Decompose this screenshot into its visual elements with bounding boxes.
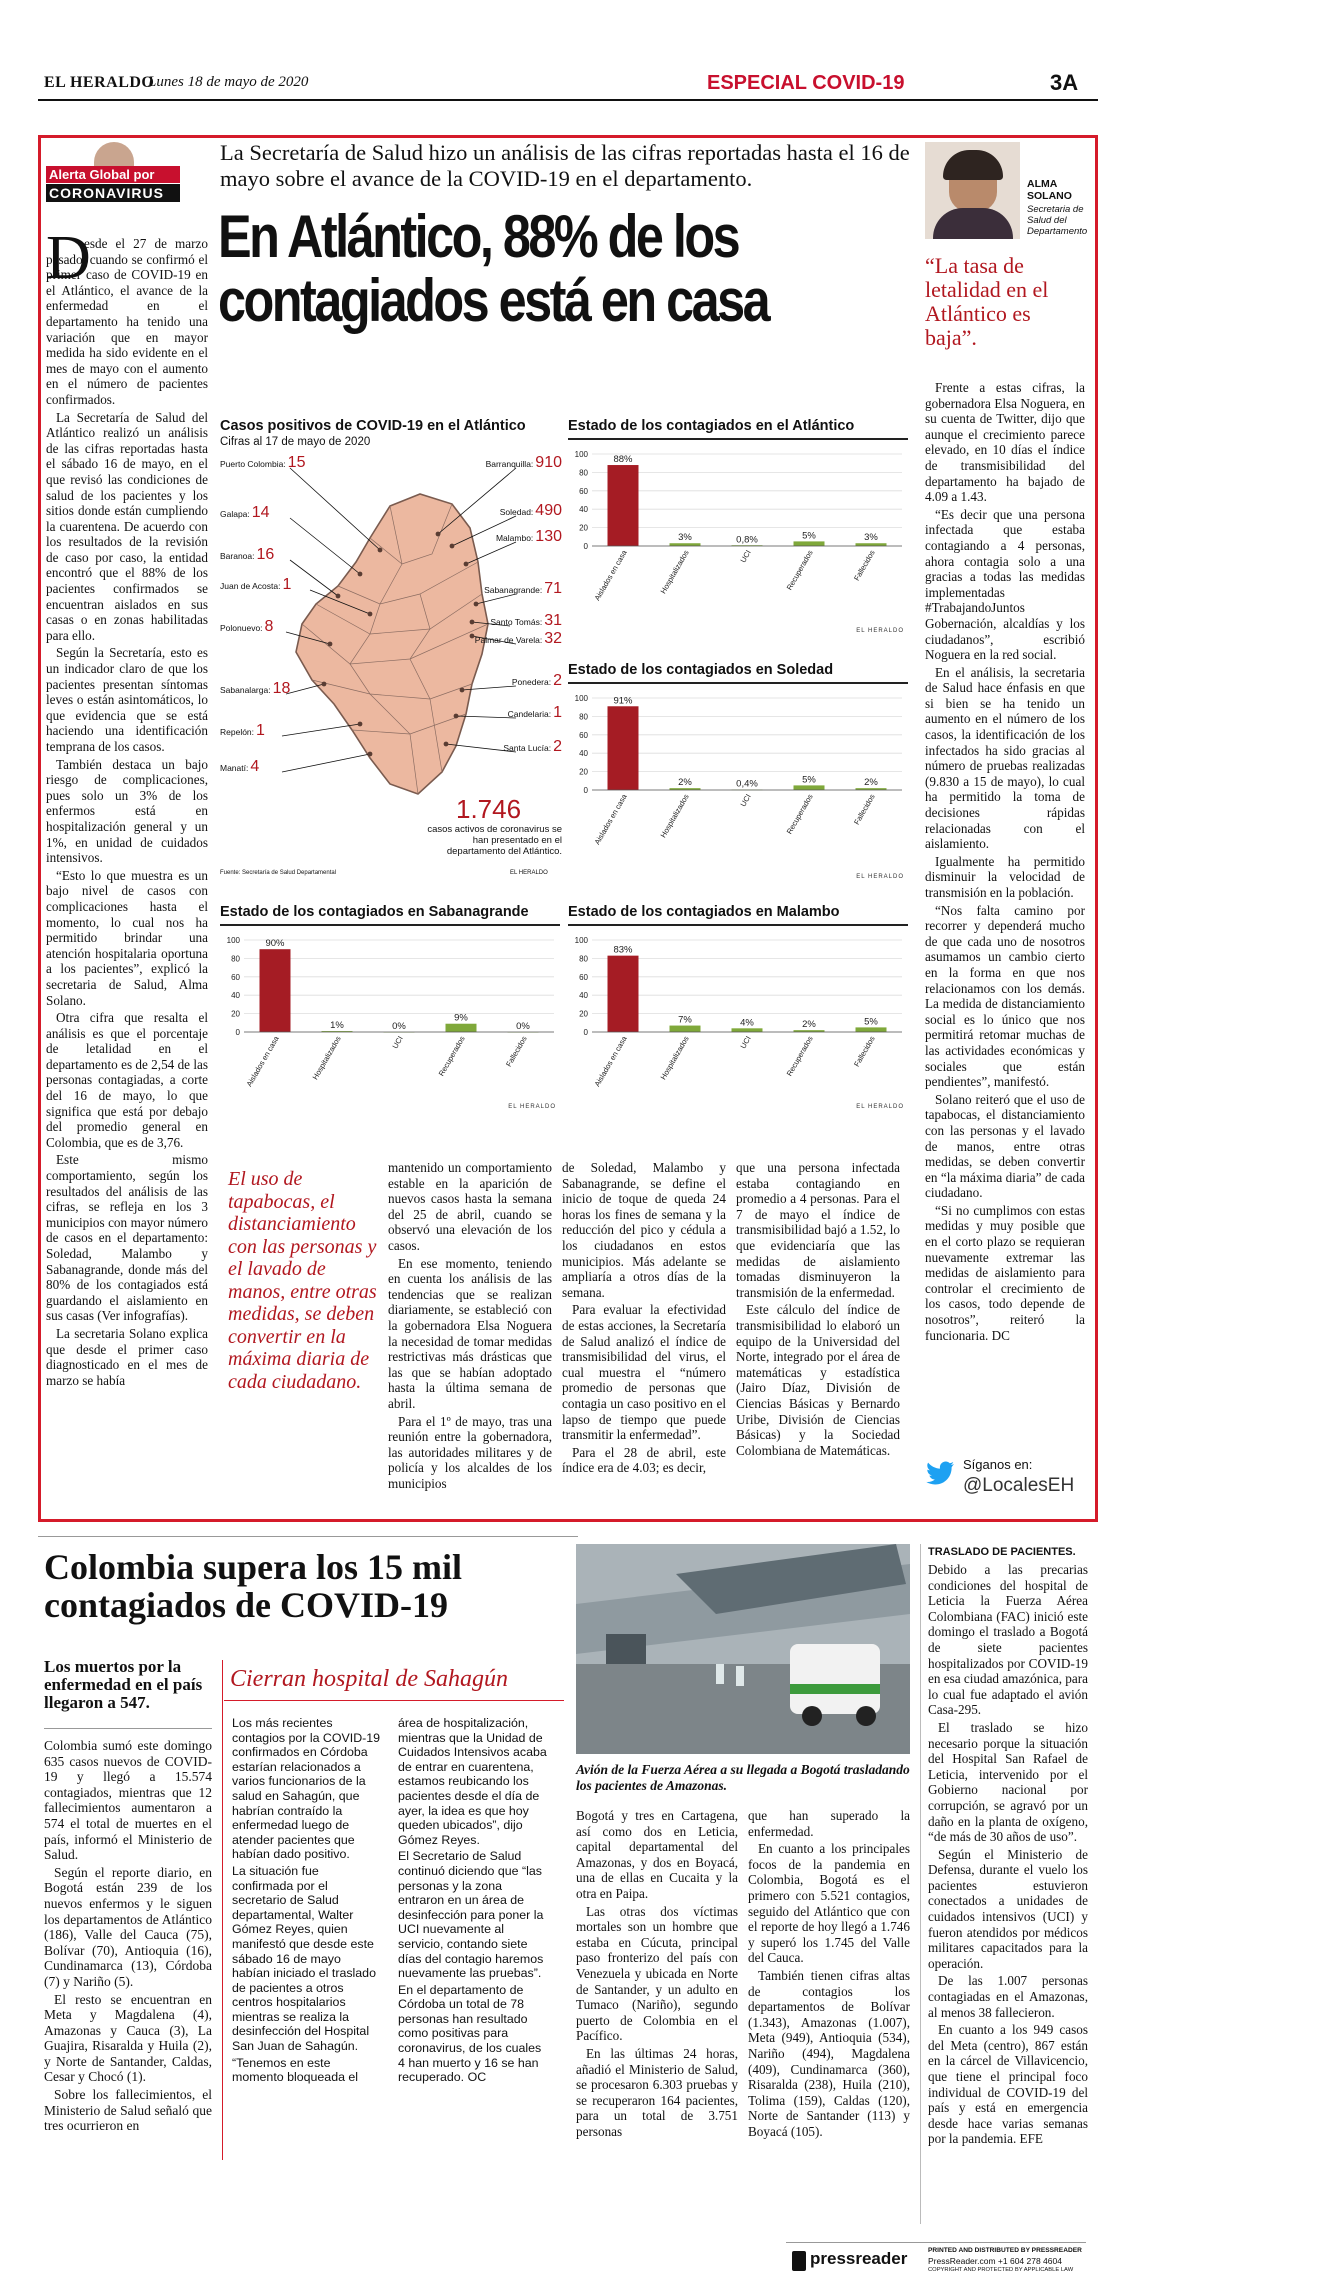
municipality-name: Santa Lucía: [503,743,552,753]
byline-photo [925,142,1020,239]
municipality-name: Malambo: [495,533,534,543]
municipality-cases: 4 [250,758,260,775]
paragraph: área de hospitalización, mientras que la Unidad de Cuidados Intensivos acaba de entrar en cuarentena, estamos reubicando los pacientes desde el día de ayer, la idea es que hoy queden ubicados”, dijo Gómez Reyes. [398,1716,547,1847]
paragraph: Sobre los fallecimientos, el Ministerio de Salud señaló que tres ocurrieron en [44,2087,212,2134]
chart-atlantico [568,418,908,638]
paragraph: Para el 1º de mayo, tras una reunión entre la gobernadora, las autoridades militares y de policía y los alcaldes de los municipios [388,1413,552,1491]
paragraph: En las últimas 24 horas, añadió el Ministerio de Salud, se procesaron 6.303 pruebas y se recuperaron 164 pacientes, para un total de 3.751 personas [576,2045,738,2139]
paragraph: También tienen cifras altas de contagios los departamentos de Bolívar (1.343), Amazonas (1.007), Meta (949), Antioquia (534), Nariño (494), Magdalena (409), Cundinamarca (360), Risaralda (238), Huila (210), Tolima (159), Caldas (120), Norte de Santander (113) y Boyacá (105). [748,1967,910,2139]
x-tick-label: Hospitalizados [658,792,691,840]
municipality-cases: 490 [535,502,562,519]
paragraph: de Soledad, Malambo y Sabanagrande, se define el inicio de toque de queda 24 horas los fines de semana y la reducción del pico y cédula a los ciudadanos en estos municipios. Más adelante se ampliaría a otros días de la semana. [562,1160,726,1300]
bar-value-label: 88% [613,454,633,466]
pressreader-brand: pressreader [810,2249,908,2268]
paragraph: Igualmente ha permitido disminuir la velocidad de transmisión en la población. [925,853,1085,900]
total-cases: 1.746 [456,794,522,824]
second-column-bogota [576,1808,738,2141]
x-tick-label: Recuperados [436,1034,467,1078]
paragraph: La secretaria Solano explica que desde el primer caso diagnosticado en el mes de marzo se había [46,1325,208,1388]
x-tick-label: UCI [738,548,753,565]
map-municipality-label [503,738,562,756]
total-caption: casos activos de coronavirus se han presentado en el departamento del Atlántico. [427,824,562,857]
chart-title-rule [568,924,908,926]
chart-soledad [568,662,908,884]
paragraph: De las 1.007 personas contagiadas en el Amazonas, al menos 38 fallecieron. [928,1973,1088,2020]
sahagun-column-2 [398,1716,548,2087]
masthead: EL HERALDO [44,74,155,91]
bar-value-label: 0% [516,1021,530,1032]
bar [260,949,291,1032]
main-column-5 [925,380,1085,1345]
bar-value-label: 5% [802,774,816,786]
paragraph: Las otras dos víctimas mortales son un hombre que estaba en Cúcuta, principal paso fronterizo del país con Venezuela y ubicada en Norte de Santander, y un adulto en Tumaco (Nariño), segundo puerto de Colombia en el Pacífico. [576,1903,738,2044]
y-tick-label: 80 [579,712,588,722]
main-column-4 [736,1160,900,1460]
twitter-icon [925,1461,955,1485]
x-tick-label: Recuperados [784,548,815,592]
x-tick-label: UCI [738,1034,753,1051]
second-column-1 [44,1738,212,2136]
map-municipality-label [500,502,562,520]
map-municipality-label [508,704,562,722]
chart-credit: EL HERALDO [856,874,904,880]
municipality-cases: 8 [264,618,274,635]
chart-plot [568,928,908,1114]
map-title: Casos positivos de COVID-19 en el Atlántico [220,418,526,434]
second-headline [44,1548,584,1624]
second-story-rule [38,1536,578,1537]
municipality-cases: 32 [544,630,562,647]
y-tick-label: 20 [579,523,588,533]
second-column-recuperados [748,1808,910,2141]
headline-line-1: En Atlántico, 88% de los [218,203,739,270]
paragraph: esde el 27 de marzo pasado, cuando se confirmó el primer caso de COVID-19 en el Atlántico, el avance de la enfermedad en el departamento ha tenido una variación que en mayor medida ha sido evidente en el mes de mayo con el aumento en el número de pacientes confirmados. [46,236,208,407]
chart-credit: EL HERALDO [856,1104,904,1110]
chart-title: Estado de los contagiados en el Atlántico [568,418,855,434]
bar-value-label: 4% [740,1017,754,1029]
x-tick-label: Aislados en casa [244,1034,281,1089]
social-label: Síganos en: [963,1457,1033,1472]
map-municipality-label [220,722,265,740]
y-tick-label: 40 [231,991,240,1001]
y-tick-label: 60 [579,972,588,982]
section-label: ESPECIAL COVID-19 [707,72,905,94]
map-source: Fuente: Secretaría de Salud Departamental [220,870,337,876]
y-tick-label: 40 [579,749,588,759]
x-tick-label: Fallecidos [852,792,877,827]
y-tick-label: 80 [579,954,588,964]
pullquote: El uso de tapabocas, el distanciamiento con las personas y el lavado de manos, entre otras medidas, se deben convertir en la máxima diaria de cada ciudadano. [228,1168,377,1393]
municipality-name: Candelaria: [507,709,552,719]
chart-title: Estado de los contagiados en Soledad [568,662,834,678]
bar-value-label: 5% [802,530,816,542]
x-tick-label: Aislados en casa [592,1034,629,1089]
municipality-cases: 18 [272,680,291,697]
bar-value-label: 2% [802,1019,816,1031]
x-tick-label: Recuperados [784,792,815,836]
paragraph: que una persona infectada estaba contagiando en promedio a 4 personas. Para el 7 de mayo el índice de transmisibilidad bajó a 1.52, lo que evidenciaría que las medidas de aislamiento tomadas disminuyeron la transmisión de la enfermedad. [736,1160,900,1300]
headline-line-2: contagiados está en casa [218,267,769,334]
paragraph: En el análisis, la secretaria de Salud hace énfasis en que si bien se ha tenido un aumento en el número de los casos, la identificación de los infectados ha sido gracias al número de pruebas realizadas (9.830 a 15 de mayo), lo cual ha permitido la toma de decisiones rápidas relacionadas con el aislamiento. [925,664,1085,852]
paragraph: Colombia sumó este domingo 635 casos nuevos de COVID-19 y llegó a 15.574 contagiados, mientras que 12 fallecimientos aumentaron a 574 el total de muertes en el país, informó el Ministerio de Salud. [44,1738,212,1863]
map-municipality-label [220,576,291,594]
bar-value-label: 2% [678,777,692,789]
municipality-name: Barranquilla: [485,459,534,469]
x-tick-label: UCI [390,1034,405,1051]
sahagun-title: Cierran hospital de Sahagún [230,1666,509,1692]
municipality-cases: 2 [553,738,562,755]
pressreader-line2: PressReader.com +1 604 278 4604 [928,2256,1062,2266]
page-number: 3A [1050,70,1079,95]
municipality-cases: 910 [535,454,562,471]
chart-credit: EL HERALDO [508,1104,556,1110]
main-column-1 [46,236,208,1390]
bar-value-label: 0% [392,1021,406,1032]
municipality-cases: 2 [553,672,562,689]
paragraph: Según la Secretaría, esto es un indicador claro de que los pacientes presentan síntomas leves o están asintomáticos, lo que evidencia que se está haciendo una identificación temprana de los casos. [46,645,208,754]
highlight-quote: “La tasa de letalidad en el Atlántico es baja”. [925,253,1049,350]
bar [856,1027,887,1032]
map-municipality-label [512,672,562,690]
x-tick-label: Aislados en casa [592,548,629,603]
map-subtitle: Cifras al 17 de mayo de 2020 [220,436,371,448]
chart-plot [568,686,908,884]
pressreader-logo-icon [792,2251,806,2271]
social-handle[interactable]: @LocalesEH [963,1475,1075,1496]
municipality-name: Manatí: [220,763,249,773]
map-municipality-label [220,454,305,472]
municipality-name: Sabanagrande: [484,585,543,595]
map-municipality-label [220,504,270,522]
airplane-photo [576,1544,910,1754]
municipality-name: Ponedera: [511,677,552,687]
municipality-cases: 31 [544,612,562,629]
x-tick-label: Fallecidos [504,1034,529,1069]
bar-value-label: 91% [613,695,633,707]
y-tick-label: 40 [579,991,588,1001]
municipality-name: Polonuevo: [220,623,263,633]
paragraph: El resto se encuentran en Meta y Magdalena (4), Amazonas y Cauca (3), La Guajira, Risaralda y Huila (2), y Norte de Santander, Caldas, Cesar y Chocó (1). [44,1991,212,2085]
byline-name: ALMA SOLANO [1027,178,1072,202]
pressreader-badge[interactable] [786,2242,1086,2279]
chart-plot [220,928,560,1114]
municipality-name: Santo Tomás: [490,617,543,627]
paragraph: “Esto lo que muestra es un bajo nivel de casos con complicaciones hasta el momento, lo cual nos ha permitido brindar una atención hospitalaria oportuna a los pacientes”, explicó la secretaria de Salud, Alma Solano. [46,867,208,1008]
y-tick-label: 60 [231,972,240,982]
second-headline-line-1: Colombia supera los 15 mil [44,1547,463,1587]
y-tick-label: 20 [579,767,588,777]
paragraph: “Nos falta camino por recorrer y dependerá mucho de que cada uno de nosotros asumamos un cambio cierto en la forma en que nos relacionamos con los demás. La medida de distanciamiento social es lo único que nos permitirá retomar muchas de las actividades económicas y sociales que están pendientes”, manifestó. [925,902,1085,1090]
municipality-cases: 1 [553,704,562,721]
paragraph: En ese momento, teniendo en cuenta los análisis de las tendencias que se realizan diariamente, se estableció con la gobernadora Elsa Noguera la necesidad de tomar medidas restrictivas más drásticas que las que se habían adoptado hasta la última semana de abril. [388,1255,552,1411]
paragraph: La Secretaría de Salud del Atlántico realizó un análisis de las cifras reportadas hasta el sábado 16 de mayo, en el que revisó las condiciones de salud de los pacientes y los sitios donde están cumpliendo la cuarentena. De acuerdo con los resultados de la revisión de caso por caso, la entidad encontró que el 88% de los pacientes confirmados se encuentran aislados en sus casas o en zonas habilitadas para ello. [46,409,208,643]
alert-badge [46,142,180,212]
y-tick-label: 60 [579,730,588,740]
paragraph: que han superado la enfermedad. [748,1808,910,1839]
map-municipality-label [486,454,562,472]
bar-value-label: 3% [678,532,692,544]
drop-cap: D [46,224,91,292]
municipality-name: Galapa: [220,509,250,519]
kicker: La Secretaría de Salud hizo un análisis de las cifras reportadas hasta el 16 de mayo sobre el avance de la COVID-19 en el departamento. [220,140,910,191]
paragraph: Otra cifra que resalta el análisis es que el porcentaje de letalidad en el departamento es de 2,54 de las personas contagiadas, a corte del 16 de mayo, lo que significa que está por debajo del promedio general en Colombia, que es de 3,76. [46,1010,208,1150]
paragraph: Bogotá y tres en Cartagena, así como dos en Leticia, capital departamental del Amazonas, y dos en Boyacá, una de ellas en Cucaita y la otra en Paipa. [576,1808,738,1901]
bar-value-label: 83% [613,944,633,956]
municipality-name: Palmar de Varela: [474,635,543,645]
chart-title: Estado de los contagiados en Sabanagrande [220,904,529,920]
paragraph: El traslado se hizo necesario porque la situación del Hospital San Rafael de Leticia, intervenido por el Gobierno nacional por corrupción, se agravó por un daño en la planta de oxígeno, “de más de 30 años de uso”. [928,1719,1088,1845]
chart-plot [568,442,908,638]
bar [446,1024,477,1032]
bar-value-label: 0,4% [736,778,758,790]
bar-value-label: 5% [864,1016,878,1028]
x-tick-label: Hospitalizados [658,548,691,596]
chart-title-rule [568,682,908,684]
chart-title-rule [220,924,560,926]
chart-malambo [568,904,908,1114]
map-municipality-label [220,680,290,698]
y-tick-label: 0 [583,786,588,795]
paragraph: Según el Ministerio de Defensa, durante el vuelo los pacientes estuvieron conectados a unidades de cuidados intensivos (UCI) y fueron atendidos por médicos militares capacitados para la operación. [928,1846,1088,1971]
bar-value-label: 3% [864,532,878,544]
map-municipality-label [484,580,562,598]
map-municipality-label [220,758,259,776]
paragraph: En el departamento de Córdoba un total de 78 personas han resultado como positivas para coronavirus, de los cuales 4 han muerto y 16 se han recuperado. OC [398,1982,542,2085]
bar-value-label: 1% [330,1020,344,1032]
badge-line1: Alerta Global por [46,166,180,183]
x-tick-label: Recuperados [784,1034,815,1078]
paragraph: Para el 28 de abril, este índice era de 4.03; es decir, [562,1444,726,1476]
paragraph: Solano reiteró que el uso de tapabocas, el distanciamiento con las personas y el lavado de manos, entre otras medidas, se deben convertir en “la máxima diaria” de cada ciudadano. [925,1091,1085,1201]
x-tick-label: Hospitalizados [310,1034,343,1082]
map-municipality-label [220,546,274,564]
chart-title-rule [568,438,908,440]
y-tick-label: 0 [583,1028,588,1037]
byline-role: Secretaria de Salud del Departamento [1027,204,1088,237]
bar [794,785,825,790]
main-column-2 [388,1160,552,1493]
municipality-cases: 15 [287,454,306,471]
bar [732,1028,763,1032]
bar [856,543,887,546]
municipality-cases: 1 [256,722,265,739]
map-credit: EL HERALDO [510,870,548,876]
map-municipality-label [220,618,273,636]
paragraph: También destaca un bajo riesgo de complicaciones, pues solo un 3% de los enfermos está en hospitalización general y un 1%, en unidad de cuidados intensivos. [46,756,208,866]
issue-date: Lunes 18 de mayo de 2020 [148,74,309,90]
x-tick-label: Fallecidos [852,1034,877,1069]
paragraph: “Es decir que una persona infectada que estaba contagiando a 4 personas, ahora contagia solo a una gracias a todas las medidas implementadas #TrabajandoJuntos Gobernación, alcaldías y los ciudadanos”, escribió Noguera en la red social. [925,506,1085,663]
paragraph: En cuanto a los principales focos de la pandemia en Colombia, Bogotá es el primero con 5.521 contagios, seguido del Atlántico que con el reporte de hoy llegó a 1.746 y superó los 1.745 del Valle del Cauca. [748,1841,910,1966]
paragraph: “Tenemos en este momento bloqueada el [232,2055,359,2085]
bar [608,956,639,1032]
header-rule [38,99,1098,101]
municipality-cases: 130 [535,528,562,545]
y-tick-label: 60 [579,486,588,496]
bar-value-label: 90% [265,938,285,950]
headline [218,205,806,333]
main-column-3 [562,1160,726,1478]
bar-value-label: 7% [678,1014,692,1026]
bar-value-label: 0,8% [736,534,758,546]
paragraph: Este mismo comportamiento, según los resultados del análisis de las cifras, se refleja en los 3 municipios con mayor número de casos en el departamento: Soledad, Malambo y Sabanagrande, donde más del 80% de los contagiados está guardando el aislamiento en sus casas (Ver infografías). [46,1152,208,1324]
municipality-name: Juan de Acosta: [220,581,281,591]
paragraph: Para evaluar la efectividad de estas acciones, la Secretaría de Salud analizó el índice de transmisibilidad del virus, el cual muestra el “número promedio de personas que contagia un caso positivo en el lapso de tiempo que puede transmitir la enfermedad”. [562,1302,726,1443]
paragraph: El Secretario de Salud continuó diciendo que “las personas y la zona entraron en un área de desinfección para poner la UCI nuevamente al servicio, contando siete días del contagio haremos nuevamente las pruebas”. [398,1849,544,1981]
badge-line2: CORONAVIRUS [46,184,180,202]
municipality-cases: 14 [251,504,270,521]
sahagun-column-1 [232,1716,382,2087]
map-municipality-label [496,528,562,546]
chart-title: Estado de los contagiados en Malambo [568,904,840,920]
bar [670,543,701,546]
chart-credit: EL HERALDO [856,628,904,634]
y-tick-label: 20 [579,1009,588,1019]
social-follow[interactable] [925,1455,1085,1505]
map-municipality-label [475,630,562,648]
right-column-rule [920,1544,921,2224]
x-tick-label: Hospitalizados [658,1034,691,1082]
y-tick-label: 100 [574,936,588,945]
map-municipality-label [490,612,562,630]
right-kicker: TRASLADO DE PACIENTES. [928,1546,1076,1558]
municipality-cases: 1 [282,576,292,593]
municipality-cases: 71 [544,580,562,597]
paragraph: “Si no cumplimos con estas medidas y muy posible que en el corto plazo se requieran nuevamente extremar las medidas de aislamiento para controlar el crecimiento de los casos, todo depende de nosotros”, reiteró la funcionaria. DC [925,1202,1085,1343]
bar [794,541,825,546]
y-tick-label: 0 [235,1028,240,1037]
second-headline-line-2: contagiados de COVID-19 [44,1585,449,1625]
y-tick-label: 0 [583,542,588,551]
municipality-name: Baranoa: [220,551,255,561]
y-tick-label: 20 [231,1009,240,1019]
y-tick-label: 100 [574,694,588,703]
x-tick-label: Fallecidos [852,548,877,583]
bar [608,465,639,546]
paragraph: Este cálculo del índice de transmisibilidad lo elaboró un equipo de la Universidad del Norte, integrado por el área de matemáticas y estadística (Jairo Díaz, División de Ciencias Básicas y Bernardo Uribe, División de Ciencias Básicas) y la Sociedad Colombiana de Matemáticas. [736,1302,900,1458]
sahagun-rule [224,1700,564,1701]
municipality-name: Puerto Colombia: [220,459,286,469]
right-column [928,1562,1088,2149]
paragraph: mantenido un comportamiento estable en la aparición de nuevos casos hasta la semana del 25 de abril, cuando se observó una elevación de los casos. [388,1160,552,1253]
y-tick-label: 40 [579,505,588,515]
bar-value-label: 9% [454,1012,468,1024]
pressreader-line1: PRINTED AND DISTRIBUTED BY PRESSREADER [928,2247,1082,2254]
map-infographic [220,418,562,880]
bar [608,706,639,790]
bar [670,1026,701,1032]
paragraph: Los más recientes contagios por la COVID-19 confirmados en Córdoba estarían relacionados a varios funcionarios de la salud en Sahagún, que habrían contraído la enfermedad luego de atender pacientes que habían dado positivo. [232,1716,381,1862]
municipality-name: Soledad: [499,507,534,517]
second-deck: Los muertos por la enfermedad en el país llegaron a 547. [44,1657,203,1712]
map-labels-left [220,454,330,874]
x-tick-label: UCI [738,792,753,809]
bar-value-label: 2% [864,777,878,789]
y-tick-label: 100 [226,936,240,945]
pressreader-line3: COPYRIGHT AND PROTECTED BY APPLICABLE LAW [928,2267,1074,2273]
deck-rule [44,1728,212,1729]
chart-sabanagrande [220,904,560,1114]
x-tick-label: Aislados en casa [592,792,629,847]
y-tick-label: 100 [574,450,588,459]
y-tick-label: 80 [231,954,240,964]
paragraph: Debido a las precarias condiciones del hospital de Leticia la Fuerza Aérea Colombiana (FAC) inició este domingo el traslado a Bogotá de siete pacientes hospitalizados por COVID-19 en esa ciudad amazónica, para lo cual fue adaptado el avión Casa-295. [928,1562,1088,1718]
paragraph: En cuanto a los 949 casos del Meta (centro), 867 están en la cárcel de Villavicencio, que tiene el principal foco individual de COVID-19 del país y está en emergencia desde hace varias semanas por la pandemia. EFE [928,2022,1088,2147]
sahagun-left-rule [222,1660,223,2160]
paragraph: La situación fue confirmada por el secretario de Salud departamental, Walter Gómez Reyes, quien manifestó que desde este sábado 16 de mayo habían iniciado el traslado de pacientes a otros centros hospitalarios mientras se realiza la desinfección del Hospital San Juan de Sahagún. [232,1863,376,2054]
municipality-name: Sabanalarga: [220,685,271,695]
paragraph: Según el reporte diario, en Bogotá están 239 de los nuevos enfermos y le siguen los departamentos de Atlántico (186), Valle del Cauca (75), Bolívar (70), Antioquia (16), Cundinamarca (13), Córdoba (7) y Nariño (5). [44,1864,212,1989]
municipality-name: Repelón: [220,727,255,737]
y-tick-label: 80 [579,468,588,478]
paragraph: Frente a estas cifras, la gobernadora Elsa Noguera, en su cuenta de Twitter, dijo que aunque el crecimiento parece elevado, en 10 días el índice de transmisibilidad del departamento ha bajado de 4.09 a 1.43. [925,380,1085,505]
photo-caption: Avión de la Fuerza Aérea a su llegada a Bogotá trasladando los pacientes de Amazonas. [576,1762,910,1793]
municipality-cases: 16 [256,546,275,563]
